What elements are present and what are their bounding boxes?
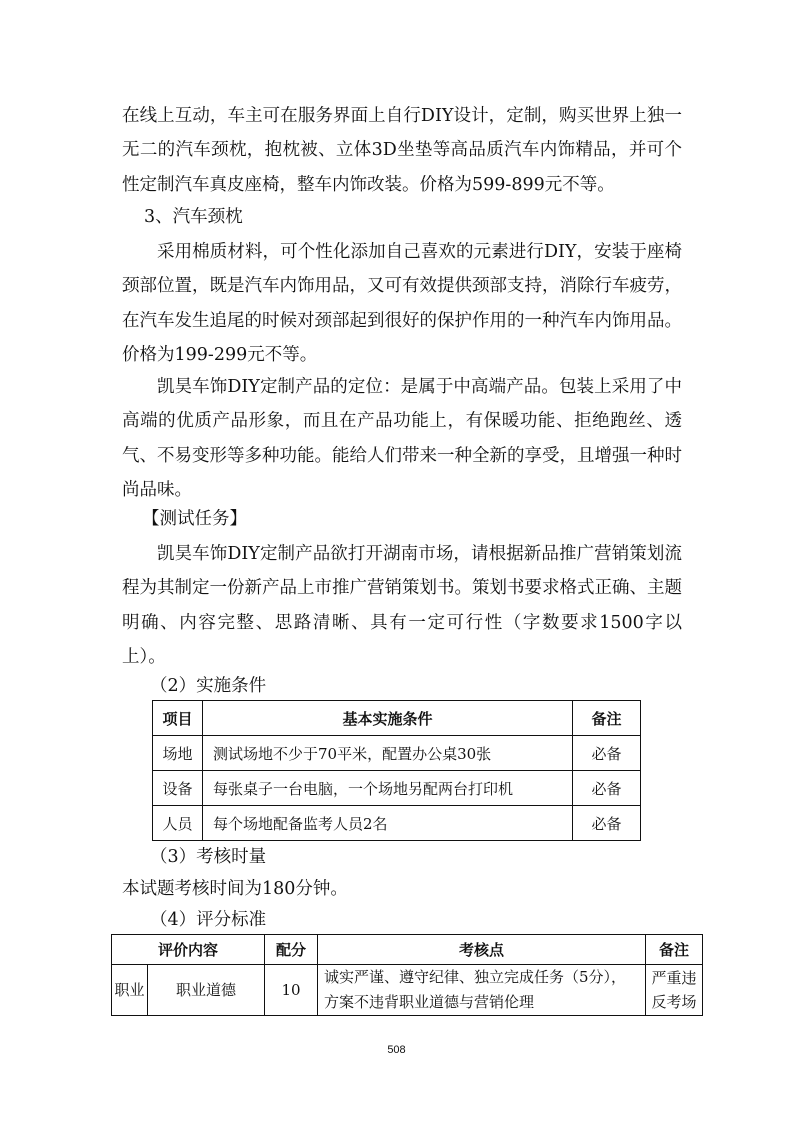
header-cell: 项目 bbox=[153, 701, 203, 736]
item-cell: 场地 bbox=[153, 736, 203, 771]
score-cell: 10 bbox=[265, 965, 318, 1016]
table-row bbox=[153, 771, 641, 806]
table-row bbox=[112, 965, 703, 1016]
note-cell: 严重违反考场 bbox=[646, 965, 703, 1016]
condition-cell: 每个场地配备监考人员2名 bbox=[203, 806, 573, 841]
header-cell: 基本实施条件 bbox=[203, 701, 573, 736]
paragraph-neck-pillow: 采用棉质材料，可个性化添加自己喜欢的元素进行DIY，安装于座椅颈部位置，既是汽车内饰用品，又可有效提供颈部支持，消除行车疲劳，在汽车发生追尾的时候对颈部起到很好的保护作用的一种汽车内饰用品。价格为199-299元不等。 bbox=[122, 242, 682, 365]
note-cell: 必备 bbox=[573, 736, 641, 771]
item-cell: 设备 bbox=[153, 771, 203, 806]
header-cell: 考核点 bbox=[318, 935, 646, 965]
table-row bbox=[153, 806, 641, 841]
scoring-table bbox=[111, 934, 703, 1016]
note-cell: 必备 bbox=[573, 806, 641, 841]
time-text: 本试题考核时间为180分钟。 bbox=[122, 879, 348, 899]
page-number: 508 bbox=[387, 1044, 406, 1056]
table-header-row bbox=[112, 935, 703, 965]
header-cell: 配分 bbox=[265, 935, 318, 965]
category-cell: 职业 bbox=[112, 965, 148, 1016]
conditions-heading: （2）实施条件 bbox=[150, 676, 267, 696]
note-cell: 必备 bbox=[573, 771, 641, 806]
time-heading: （3）考核时量 bbox=[150, 847, 267, 867]
test-task-heading: 【测试任务】 bbox=[142, 509, 247, 529]
header-cell: 评价内容 bbox=[112, 935, 265, 965]
scoring-heading: （4）评分标准 bbox=[150, 910, 267, 930]
header-cell: 备注 bbox=[646, 935, 703, 965]
table-header-row bbox=[153, 701, 641, 736]
condition-cell: 每张桌子一台电脑，一个场地另配两台打印机 bbox=[203, 771, 573, 806]
table-row bbox=[153, 736, 641, 771]
condition-cell: 测试场地不少于70平米，配置办公桌30张 bbox=[203, 736, 573, 771]
section-heading-neck-pillow: 3、汽车颈枕 bbox=[144, 207, 243, 227]
paragraph-online-interaction: 在线上互动，车主可在服务界面上自行DIY设计，定制，购买世界上独一无二的汽车颈枕，抱枕被、立体3D坐垫等高品质汽车内饰精品，并可个性定制汽车真皮座椅，整车内饰改装。价格为599-899元不等。 bbox=[122, 106, 682, 195]
item-cell: 人员 bbox=[153, 806, 203, 841]
paragraph-test-task: 凯昊车饰DIY定制产品欲打开湖南市场，请根据新品推广营销策划流程为其制定一份新产品上市推广营销策划书。策划书要求格式正确、主题明确、内容完整、思路清晰、具有一定可行性（字数要求1500字以上）。 bbox=[122, 544, 682, 667]
points-cell: 诚实严谨、遵守纪律、独立完成任务（5分），方案不违背职业道德与营销伦理 bbox=[318, 965, 646, 1016]
item-cell: 职业道德 bbox=[148, 965, 265, 1016]
paragraph-positioning: 凯昊车饰DIY定制产品的定位：是属于中高端产品。包装上采用了中高端的优质产品形象，而且在产品功能上，有保暖功能、拒绝跑丝、透气、不易变形等多种功能。能给人们带来一种全新的享受，且增强一种时尚品味。 bbox=[122, 377, 682, 500]
conditions-table bbox=[152, 700, 641, 841]
header-cell: 备注 bbox=[573, 701, 641, 736]
